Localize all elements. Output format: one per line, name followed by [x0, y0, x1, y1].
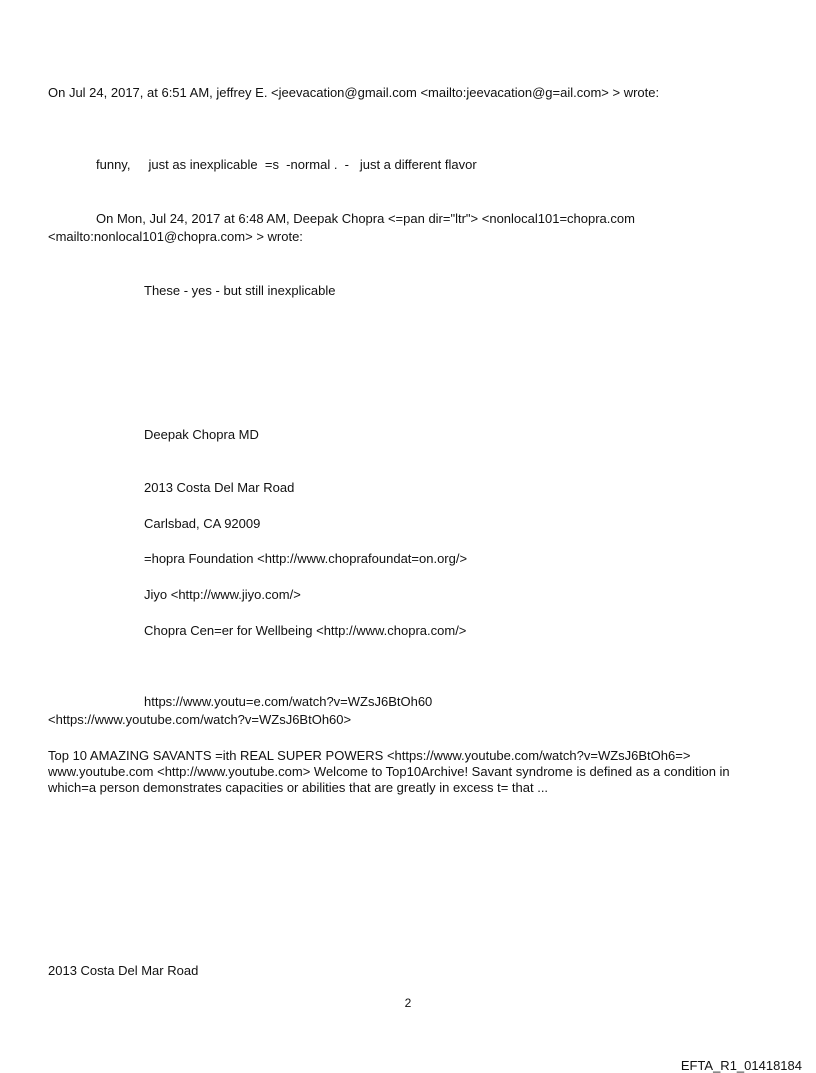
signature-name: Deepak Chopra MD: [144, 427, 259, 442]
email-header-line: On Jul 24, 2017, at 6:51 AM, jeffrey E. <jeevacation@gmail.com <mailto:jeevacation@g=ail.com> > wrote:: [48, 85, 660, 100]
document-id: EFTA_R1_01418184: [680, 1058, 802, 1073]
video-url-line-2: <https://www.youtube.com/watch?v=WZsJ6BtOh60>: [48, 712, 352, 727]
quoted-body-text: These - yes - but still inexplicable: [144, 283, 336, 298]
quoted-header-line-1: On Mon, Jul 24, 2017 at 6:48 AM, Deepak Chopra <=pan dir="ltr"> <nonlocal101=chopra.com: [96, 211, 635, 226]
page-number: 2: [404, 996, 412, 1010]
video-preview-text: Top 10 AMAZING SAVANTS =ith REAL SUPER POWERS <https://www.youtube.com/watch?v=WZsJ6BtOh6=> www.youtube.com <http://www.youtube.com> Welcome to Top10Archive! Savant syndrome is defined as a condition in which=a person demonstrates capacities or abilities that are greatly in excess t= that ...: [48, 748, 730, 795]
signature-jiyo-link: Jiyo <http://www.jiyo.com/>: [144, 587, 301, 602]
reply-text: funny, just as inexplicable =s -normal . - just a different flavor: [96, 157, 477, 172]
signature-center-link: Chopra Cen=er for Wellbeing <http://www.chopra.com/>: [144, 623, 467, 638]
trailing-address: 2013 Costa Del Mar Road: [48, 963, 199, 978]
quoted-header-line-2: <mailto:nonlocal101@chopra.com> > wrote:: [48, 229, 303, 244]
signature-foundation-link: =hopra Foundation <http://www.choprafoundat=on.org/>: [144, 551, 468, 566]
video-url-line-1: https://www.youtu=e.com/watch?v=WZsJ6BtOh60: [144, 694, 433, 709]
signature-address: 2013 Costa Del Mar Road: [144, 480, 295, 495]
signature-city: Carlsbad, CA 92009: [144, 516, 261, 531]
